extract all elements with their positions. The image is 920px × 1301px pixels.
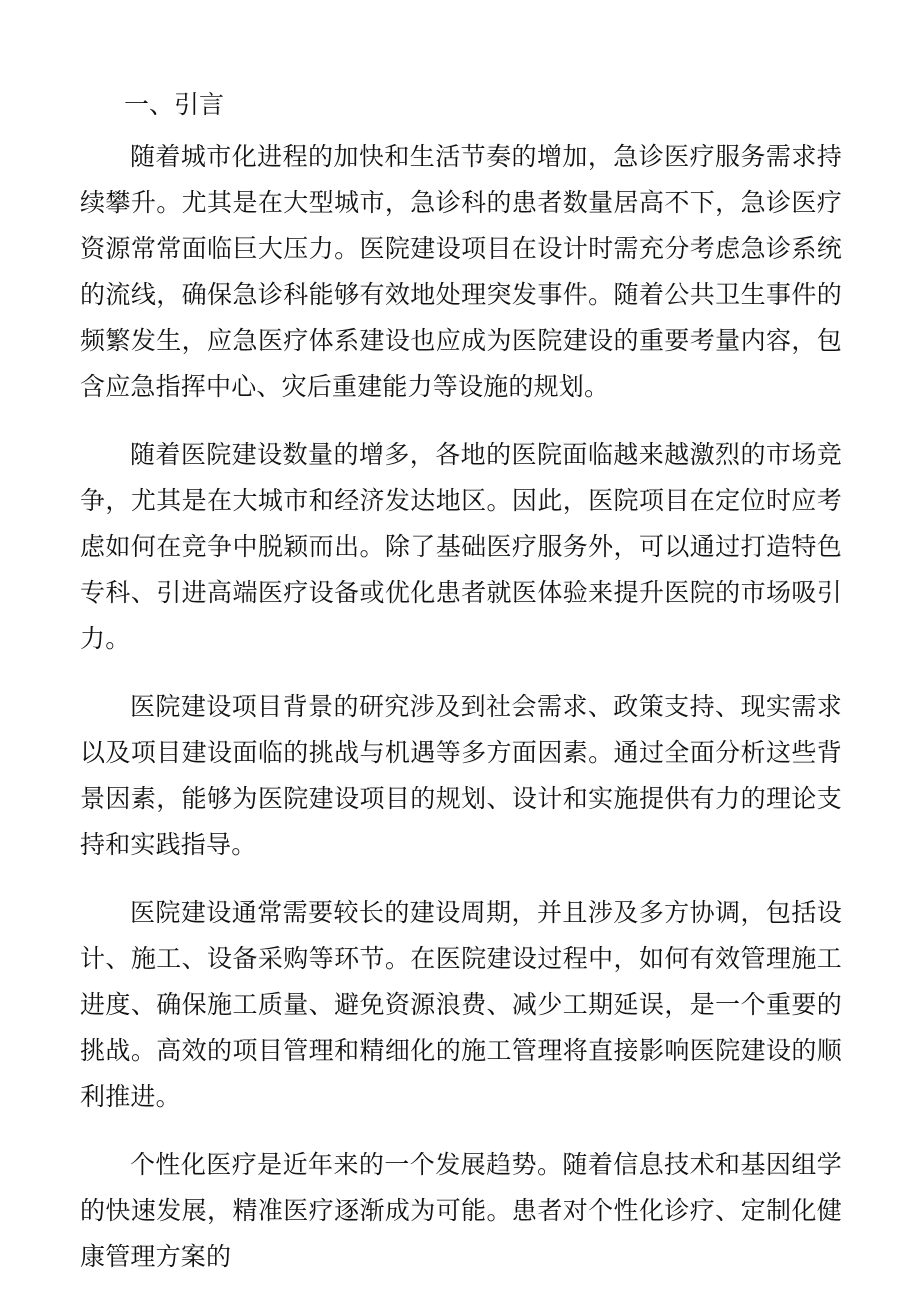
paragraph-background-research: 医院建设项目背景的研究涉及到社会需求、政策支持、现实需求以及项目建设面临的挑战与机遇等多方面因素。通过全面分析这些背景因素，能够为医院建设项目的规划、设计和实施提供有力的理论支持和实践指导。 [80,692,842,859]
section-heading: 一、引言 [124,90,225,119]
paragraph-personalized-medicine: 个性化医疗是近年来的一个发展趋势。随着信息技术和基因组学的快速发展，精准医疗逐渐成为可能。患者对个性化诊疗、定制化健康管理方案的 [80,1150,842,1271]
paragraph-construction-management: 医院建设通常需要较长的建设周期，并且涉及多方协调，包括设计、施工、设备采购等环节。在医院建设过程中，如何有效管理施工进度、确保施工质量、避免资源浪费、减少工期延误，是一个重要的挑战。高效的项目管理和精细化的施工管理将直接影响医院建设的顺利推进。 [80,898,842,1111]
paragraph-urban-emergency: 随着城市化进程的加快和生活节奏的增加，急诊医疗服务需求持续攀升。尤其是在大型城市，急诊科的患者数量居高不下，急诊医疗资源常常面临巨大压力。医院建设项目在设计时需充分考虑急诊系统的流线，确保急诊科能够有效地处理突发事件。随着公共卫生事件的频繁发生，应急医疗体系建设也应成为医院建设的重要考量内容，包含应急指挥中心、灾后重建能力等设施的规划。 [80,142,842,401]
paragraph-market-competition: 随着医院建设数量的增多，各地的医院面临越来越激烈的市场竞争，尤其是在大城市和经济发达地区。因此，医院项目在定位时应考虑如何在竞争中脱颖而出。除了基础医疗服务外，可以通过打造特色专科、引进高端医疗设备或优化患者就医体验来提升医院的市场吸引力。 [80,440,842,653]
